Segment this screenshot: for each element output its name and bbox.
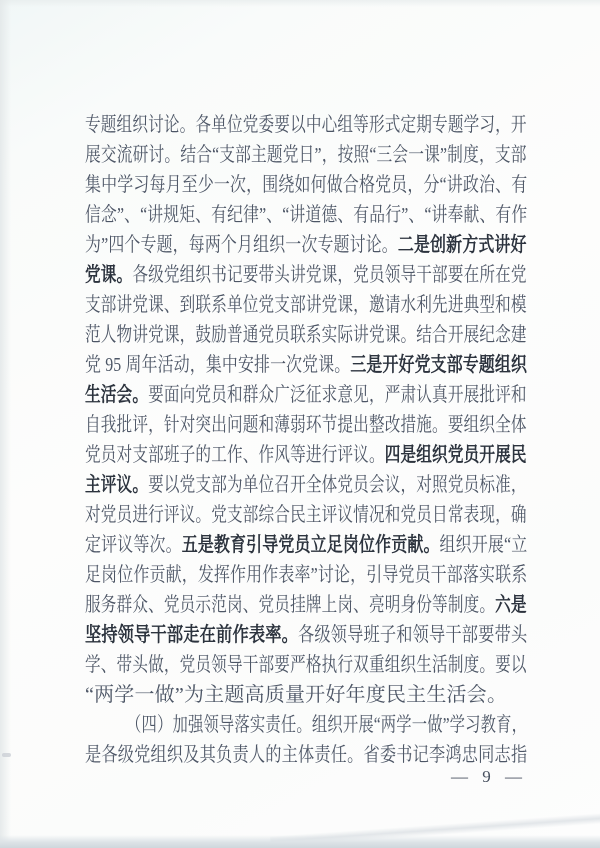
text-run-bold: 二是创新方式讲好 xyxy=(397,234,527,256)
text-run: 是各级党组织及其负责人的主体责任。省委书记李鸿忠同志指 xyxy=(85,744,528,766)
text-line-content xyxy=(85,470,527,500)
text-line xyxy=(85,560,527,590)
text-line xyxy=(85,140,527,170)
text-line-content xyxy=(85,290,527,320)
text-line xyxy=(85,410,527,440)
page-number: — 9 — xyxy=(451,767,527,786)
text-run-bold: 六是 xyxy=(495,594,527,616)
text-line xyxy=(85,650,527,680)
text-line xyxy=(85,680,527,710)
text-run-bold: 四是组织党员开展民 xyxy=(384,444,527,466)
text-run-bold: 党课。 xyxy=(85,264,133,286)
text-line-content xyxy=(85,500,527,530)
text-line-content xyxy=(85,410,527,440)
text-line xyxy=(85,230,527,260)
text-line-content xyxy=(85,200,527,230)
text-line-content xyxy=(126,710,527,740)
text-line-content xyxy=(85,440,527,470)
text-line-content xyxy=(85,560,527,590)
text-run: 集中学习每月至少一次，围绕如何做合格党员，分“讲政治、有 xyxy=(85,174,528,196)
text-line xyxy=(85,350,527,380)
text-line xyxy=(85,710,527,740)
text-run: 足岗位作贡献，发挥作用作表率”讨论，引导党员干部落实联系 xyxy=(85,564,528,586)
text-line-content xyxy=(85,110,527,140)
text-run: 专题组织讨论。各单位党委要以中心组等形式定期专题学习，开 xyxy=(85,114,527,136)
text-line xyxy=(85,290,527,320)
text-line xyxy=(85,260,527,290)
text-line xyxy=(85,380,527,410)
text-line xyxy=(85,590,527,620)
scan-edge-bottom xyxy=(0,835,600,848)
scan-edge-top xyxy=(0,0,600,7)
text-run: 组织开展“立 xyxy=(439,534,528,556)
scan-edge-left xyxy=(0,0,11,848)
document-body xyxy=(85,110,527,770)
text-line-content xyxy=(85,230,527,260)
text-run: 范人物讲党课，鼓励普通党员联系实际讲党课。结合开展纪念建 xyxy=(85,324,527,346)
text-run: 党员对支部班子的工作、作风等进行评议。 xyxy=(85,444,385,466)
text-run-bold: 三是开好党支部专题组织 xyxy=(350,354,528,376)
text-line xyxy=(85,740,527,770)
text-run: 自我批评，针对突出问题和薄弱环节提出整改措施。要组织全体 xyxy=(85,414,527,436)
text-run-bold: 主评议。 xyxy=(85,474,149,496)
text-line-content xyxy=(85,590,527,620)
text-run: 学、带头做，党员领导干部要严格执行双重组织生活制度。要以 xyxy=(85,654,527,676)
text-line xyxy=(85,470,527,500)
text-run-bold: 五是教育引导党员立足岗位作贡献。 xyxy=(181,534,440,556)
text-line-content xyxy=(85,170,527,200)
text-run: “两学一做”为主题高质量开好年度民主生活会。 xyxy=(85,684,508,706)
text-line xyxy=(85,440,527,470)
text-line-content xyxy=(85,140,527,170)
text-line-content xyxy=(85,680,507,710)
text-line xyxy=(85,170,527,200)
text-run-bold: 生活会。 xyxy=(85,384,149,406)
text-line-content xyxy=(85,260,527,290)
text-line xyxy=(85,200,527,230)
text-line xyxy=(85,320,527,350)
text-run: 展交流研讨。结合“支部主题党日”，按照“三会一课”制度，支部 xyxy=(85,144,527,166)
text-run: 要以党支部为单位召开全体党员会议，对照党员标准， xyxy=(148,474,527,496)
text-run: 为”四个专题，每两个月组织一次专题讨论。 xyxy=(85,234,398,256)
text-run: 各级党组织书记要带头讲党课，党员领导干部要在所在党 xyxy=(132,264,527,286)
text-line-content xyxy=(85,350,527,380)
text-run: 定评议等次。 xyxy=(85,534,182,556)
text-line xyxy=(85,110,527,140)
text-run: （四）加强领导落实责任。组织开展“两学一做”学习教育， xyxy=(126,714,528,736)
text-line-content xyxy=(85,620,527,650)
text-line-content xyxy=(85,530,527,560)
text-line xyxy=(85,500,527,530)
text-line-content xyxy=(85,380,527,410)
scan-speck xyxy=(2,753,11,757)
text-run: 党 95 周年活动，集中安排一次党课。 xyxy=(85,354,351,376)
text-run: 支部讲党课、到联系单位党支部讲党课，邀请水利先进典型和模 xyxy=(85,294,527,316)
text-line-content xyxy=(85,740,527,770)
text-run-bold: 坚持领导干部走在前作表率。 xyxy=(85,624,298,646)
text-line-content xyxy=(85,650,527,680)
text-line-content xyxy=(85,320,527,350)
text-line xyxy=(85,530,527,560)
text-run: 服务群众、党员示范岗、党员挂牌上岗、亮明身份等制度。 xyxy=(85,594,496,616)
text-run: 各级领导班子和领导干部要带头 xyxy=(297,624,528,646)
text-line xyxy=(85,620,527,650)
text-run: 信念”、“讲规矩、有纪律”、“讲道德、有品行”、“讲奉献、有作 xyxy=(85,204,528,226)
text-run: 对党员进行评议。党支部综合民主评议情况和党员日常表现，确 xyxy=(85,504,527,526)
text-run: 要面向党员和群众广泛征求意见，严肃认真开展批评和 xyxy=(148,384,527,406)
